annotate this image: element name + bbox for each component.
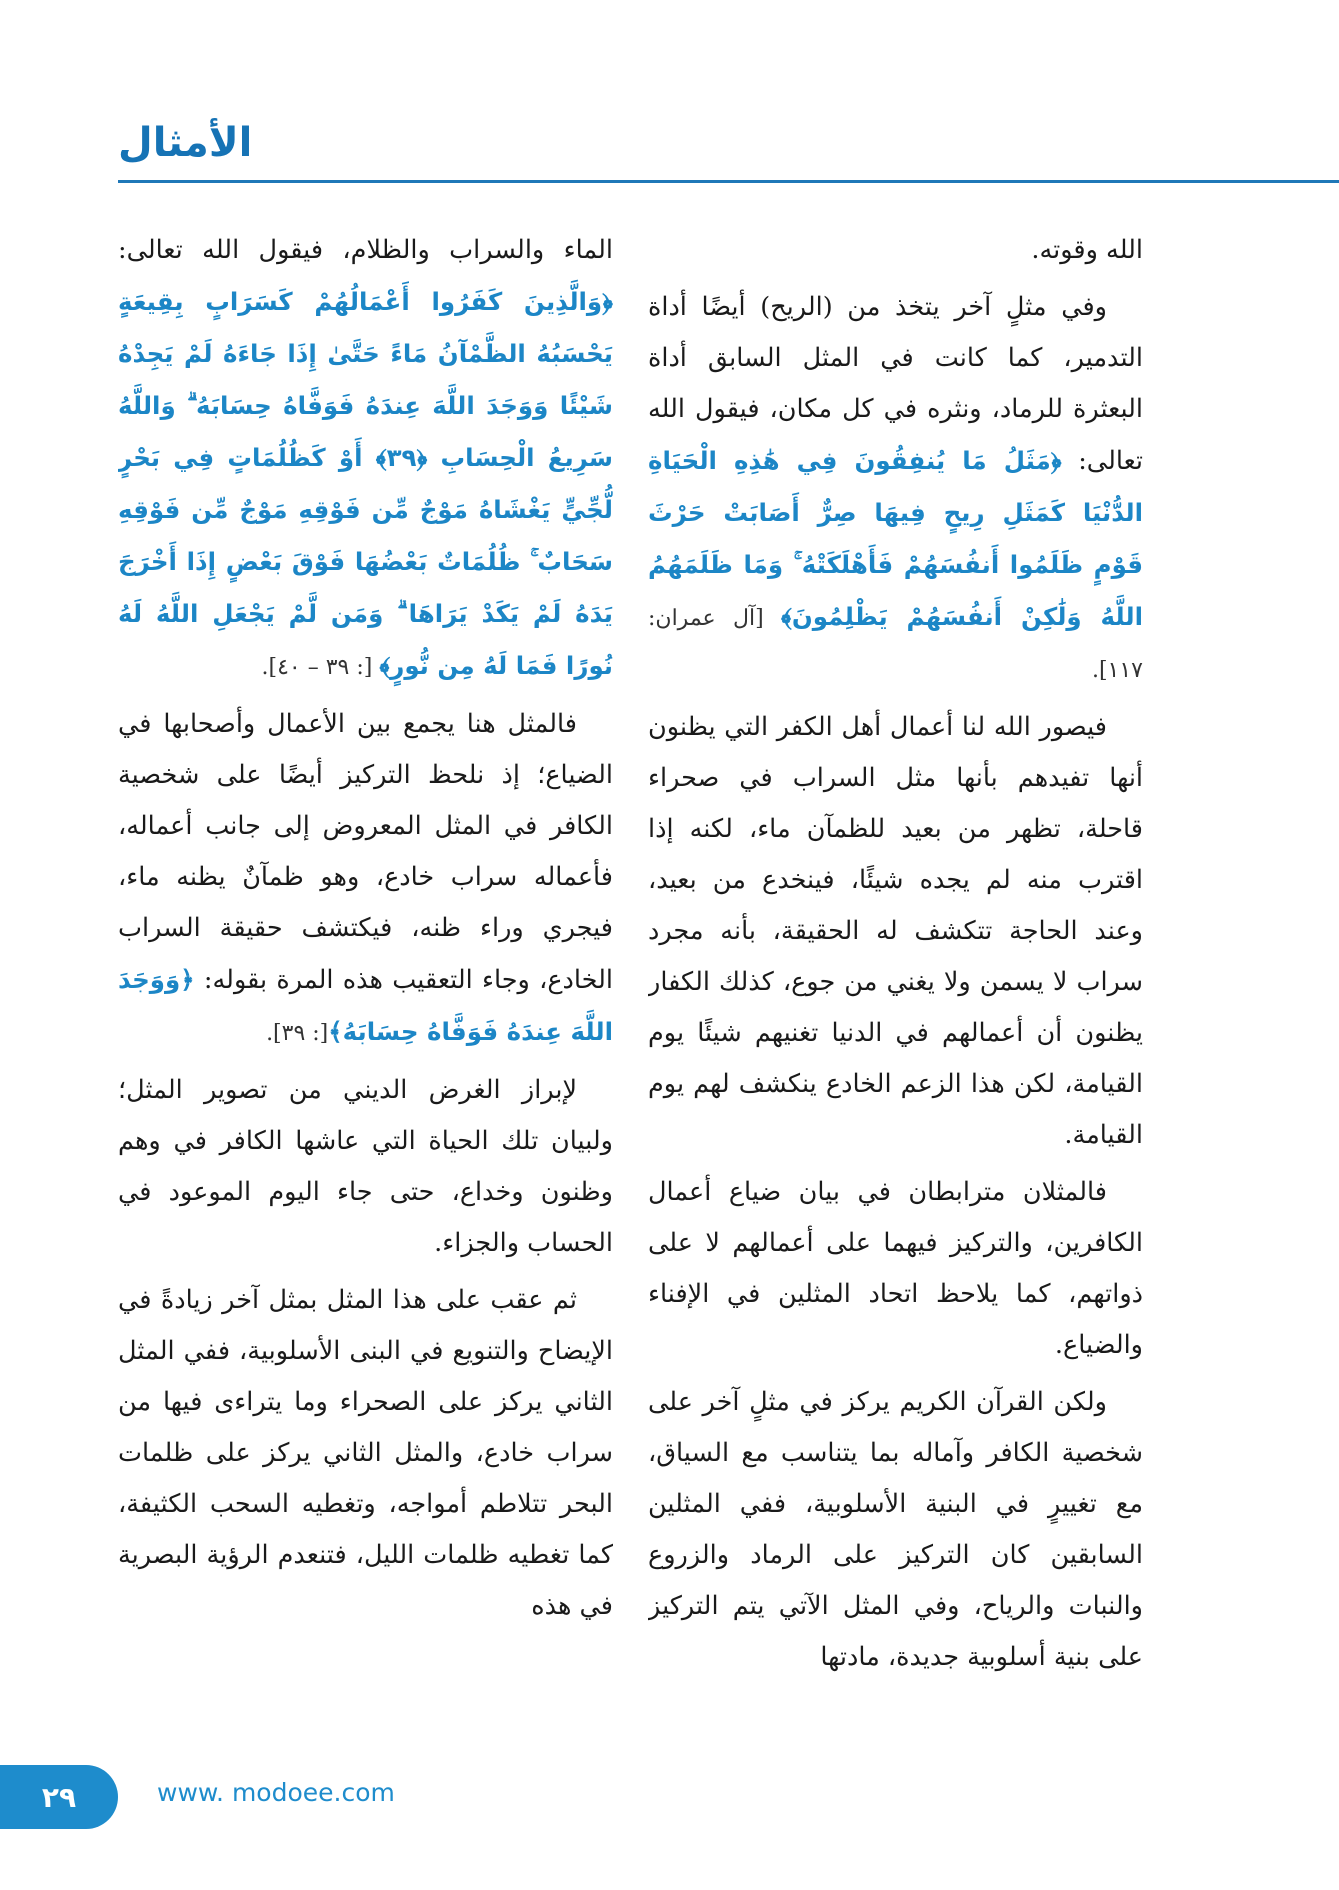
- paragraph: فيصور الله لنا أعمال أهل الكفر التي يظنون أنها تفيدهم بأنها مثل السراب في صحراء قاحلة، تظهر من بعيد للظمآن ماء، لكنه إذا اقترب منه لم يجده شيئًا، فينخدع من بعيد، وعند الحاجة تتكشف له الحقيقة، بأنه مجرد سراب لا يسمن ولا يغني من جوع، كذلك الكفار يظنون أن أعمالهم في الدنيا تغنيهم شيئًا يوم القيامة، لكن هذا الزعم الخادع ينكشف لهم يوم القيامة.: [648, 712, 1143, 1150]
- paragraph: الله وقوته.: [1031, 235, 1143, 265]
- paragraph: ثم عقب على هذا المثل بمثل آخر زيادةً في الإيضاح والتنويع في البنى الأسلوبية، ففي المثل الثاني يركز على الصحراء وما يتراءى فيها من سراب خادع، والمثل الثاني يركز على ظلمات البحر تتلاطم أمواجه، وتغطيه السحب الكثيفة، كما تغطيه ظلمات الليل، فتنعدم الرؤية البصرية في هذه: [118, 1285, 613, 1621]
- page-title: الأمثال: [118, 120, 253, 166]
- verse-reference: [آل عمران: ١١٧].: [648, 606, 1143, 683]
- paragraph: [118, 225, 613, 693]
- paragraph: لإبراز الغرض الديني من تصوير المثل؛ ولبيان تلك الحياة التي عاشها الكافر في وهم وظنون وخداع، حتى جاء اليوم الموعود في الحساب والجزاء.: [118, 1075, 613, 1258]
- header-divider: [118, 180, 1339, 183]
- paragraph-text: وفي مثلٍ آخر يتخذ من (الريح) أيضًا أداة التدمير، كما كانت في المثل السابق أداة البعثرة للرماد، ونثره في كل مكان، فيقول الله تعالى:: [648, 292, 1143, 476]
- paragraph: [118, 699, 613, 1059]
- quran-verse: ﴿وَوَجَدَ اللَّهَ عِندَهُ فَوَفَّاهُ حِسَابَهُ﴾: [118, 965, 613, 1046]
- quran-verse: ﴿مَثَلُ مَا يُنفِقُونَ فِي هَٰذِهِ الْحَيَاةِ الدُّنْيَا كَمَثَلِ رِيحٍ فِيهَا صِرٌّ أَصَابَتْ حَرْثَ قَوْمٍ ظَلَمُوا أَنفُسَهُمْ فَأَهْلَكَتْهُ ۚ وَمَا ظَلَمَهُمُ اللَّهُ وَلَٰكِنْ أَنفُسَهُمْ يَظْلِمُونَ﴾: [648, 446, 1143, 631]
- right-text-column: [648, 225, 1143, 1735]
- verse-reference: [: ٣٩ – ٤٠].: [261, 655, 380, 680]
- quran-verse: ﴿وَالَّذِينَ كَفَرُوا أَعْمَالُهُمْ كَسَرَابٍ بِقِيعَةٍ يَحْسَبُهُ الظَّمْآنُ مَاءً حَتَّىٰ إِذَا جَاءَهُ لَمْ يَجِدْهُ شَيْئًا وَوَجَدَ اللَّهَ عِندَهُ فَوَفَّاهُ حِسَابَهُ ۗ وَاللَّهُ سَرِيعُ الْحِسَابِ ﴿٣٩﴾ أَوْ كَظُلُمَاتٍ فِي بَحْرٍ لُّجِّيٍّ يَغْشَاهُ مَوْجٌ مِّن فَوْقِهِ مَوْجٌ مِّن فَوْقِهِ سَحَابٌ ۚ ظُلُمَاتٌ بَعْضُهَا فَوْقَ بَعْضٍ إِذَا أَخْرَجَ يَدَهُ لَمْ يَكَدْ يَرَاهَا ۗ وَمَن لَّمْ يَجْعَلِ اللَّهُ لَهُ نُورًا فَمَا لَهُ مِن نُّورٍ﴾: [118, 287, 613, 680]
- paragraph-text: الماء والسراب والظلام، فيقول الله تعالى:: [118, 235, 613, 265]
- paragraph: ولكن القرآن الكريم يركز في مثلٍ آخر على شخصية الكافر وآماله بما يتناسب مع السياق، مع تغييرٍ في البنية الأسلوبية، ففي المثلين السابقين كان التركيز على الرماد والزروع والنبات والرياح، وفي المثل الآتي يتم التركيز على بنية أسلوبية جديدة، مادتها: [648, 1387, 1143, 1672]
- page-number-tab: [0, 1765, 118, 1829]
- paragraph: فالمثلان مترابطان في بيان ضياع أعمال الكافرين، والتركيز فيهما على أعمالهم لا على ذواتهم، كما يلاحظ اتحاد المثلين في الإفناء والضياع.: [648, 1177, 1143, 1360]
- verse-reference: [: ٣٩].: [266, 1021, 329, 1046]
- website-url: www. modoee.com: [157, 1778, 395, 1807]
- paragraph-text: فالمثل هنا يجمع بين الأعمال وأصحابها في الضياع؛ إذ نلحظ التركيز أيضًا على شخصية الكافر في المثل المعروض إلى جانب أعماله، فأعماله سراب خادع، وهو ظمآنٌ يظنه ماء، فيجري وراء ظنه، فيكتشف حقيقة السراب الخادع، وجاء التعقيب هذه المرة بقوله:: [118, 709, 613, 995]
- page-number: ٢٩: [41, 1780, 77, 1814]
- paragraph: [648, 282, 1143, 696]
- left-text-column: [118, 225, 613, 1735]
